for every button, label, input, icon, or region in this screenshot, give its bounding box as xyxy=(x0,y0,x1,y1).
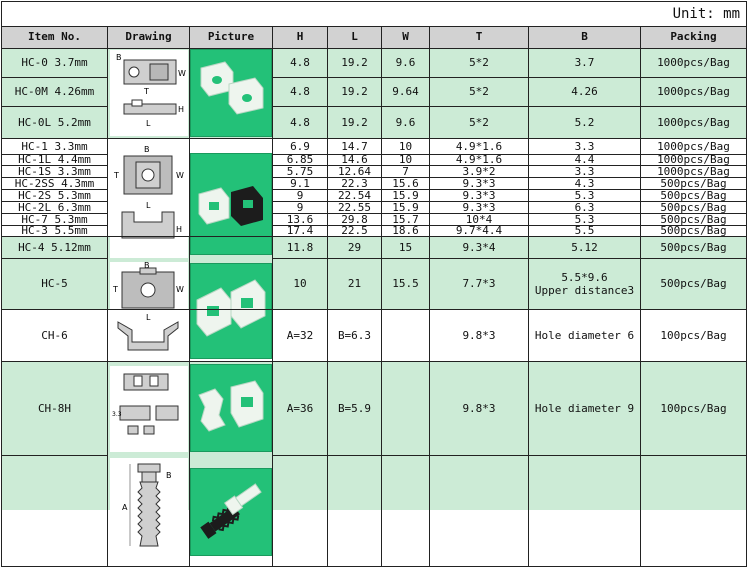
grid-line xyxy=(1,236,746,237)
cell-l: 12.64 xyxy=(337,166,372,177)
cell-t: 9.3*3 xyxy=(462,202,496,213)
cell-l: 14.7 xyxy=(341,139,368,153)
grid-line xyxy=(1,48,746,49)
cell-packing: 1000pcs/Bag xyxy=(657,155,730,165)
grid-line xyxy=(189,26,190,566)
cell-b: 3.3 xyxy=(574,166,595,177)
svg-text:T: T xyxy=(114,171,119,180)
grid-line xyxy=(272,106,746,107)
grid-line xyxy=(272,165,746,166)
svg-text:B: B xyxy=(166,471,172,480)
cell-h: 11.8 xyxy=(286,240,314,254)
svg-text:B: B xyxy=(144,145,150,154)
cell-w: 15.9 xyxy=(392,190,419,201)
drawing-ch xyxy=(110,458,188,558)
cell-h: A=32 xyxy=(286,328,314,342)
grid-line xyxy=(1,566,747,567)
cell-l: B=5.9 xyxy=(337,401,372,415)
cell-h: 4.8 xyxy=(290,85,310,99)
cell-item: HC-4 5.12mm xyxy=(18,240,91,254)
grid-line xyxy=(272,225,746,226)
cell-packing: 1000pcs/Bag xyxy=(657,139,730,153)
cell-h: 9 xyxy=(296,202,304,213)
cell-packing: 100pcs/Bag xyxy=(660,401,727,415)
grid-line xyxy=(1,106,107,107)
cell-packing: 1000pcs/Bag xyxy=(657,166,730,177)
svg-text:W: W xyxy=(176,285,184,294)
svg-text:B: B xyxy=(144,262,150,270)
grid-line xyxy=(272,258,746,259)
cell-b: 4.4 xyxy=(574,155,595,165)
cell-w xyxy=(382,362,429,455)
header-packing: Packing xyxy=(670,30,717,44)
grid-line xyxy=(1,26,746,27)
cell-h: 6.9 xyxy=(290,139,310,153)
cell-t: 5*2 xyxy=(469,115,489,129)
grid-line xyxy=(272,189,746,190)
cell-l: B=6.3 xyxy=(337,328,372,342)
cell-b: 5.3 xyxy=(574,214,595,225)
cell-l: 29.8 xyxy=(341,214,368,225)
grid-line xyxy=(1,177,107,178)
header-picture: Picture xyxy=(207,30,255,44)
cell-l: 29 xyxy=(347,240,362,254)
cell-item: HC-7 5.3mm xyxy=(21,214,88,225)
cell-l: 22.5 xyxy=(341,226,368,236)
cell-item: HC-0 3.7mm xyxy=(21,56,88,70)
grid-line xyxy=(1,455,107,456)
cell-w: 10 xyxy=(398,139,413,153)
cell-w: 9.6 xyxy=(395,115,416,129)
cell-l: 19.2 xyxy=(341,85,368,99)
cell-b: Hole diameter 9 xyxy=(534,401,635,415)
cell-l: 22.55 xyxy=(337,202,372,213)
cell-w xyxy=(382,310,429,361)
cell-b: 5.3 xyxy=(574,190,595,201)
cell-b-line1: 5.5*9.6 xyxy=(561,270,608,284)
cell-t: 9.3*3 xyxy=(462,178,496,189)
cell-l: 19.2 xyxy=(341,56,368,70)
cell-w: 15.6 xyxy=(392,178,419,189)
cell-t: 7.7*3 xyxy=(462,277,496,291)
picture-hc-3 xyxy=(190,263,272,359)
cell-h: 9 xyxy=(296,190,304,201)
cell-h: 17.4 xyxy=(286,226,314,236)
cell-b: 3.7 xyxy=(574,56,595,70)
cell-t: 9.8*3 xyxy=(462,401,496,415)
grid-line xyxy=(528,26,529,566)
cell-packing: 1000pcs/Bag xyxy=(657,85,730,99)
picture-hc-0 xyxy=(190,49,272,137)
cell-b: 4.26 xyxy=(571,85,598,99)
cell-packing: 500pcs/Bag xyxy=(660,277,727,291)
cell-w: 15.9 xyxy=(392,202,419,213)
drawing-label-a: A xyxy=(122,503,128,512)
cell-item: HC-1L 4.4mm xyxy=(18,155,91,165)
drawing-label-dim: 3.3 xyxy=(112,411,122,418)
cell-b: 5.5 xyxy=(574,226,595,236)
grid-line xyxy=(1,165,107,166)
cell-w: 9.64 xyxy=(392,85,419,99)
unit-label: Unit: mm xyxy=(672,5,740,22)
cell-l: 14.6 xyxy=(341,155,368,165)
grid-line xyxy=(107,26,108,566)
cell-w: 15 xyxy=(398,240,413,254)
cell-packing: 1000pcs/Bag xyxy=(657,56,730,70)
cell-t: 9.8*3 xyxy=(462,328,496,342)
cell-t: 10*4 xyxy=(465,214,493,225)
cell-h: 5.75 xyxy=(286,166,314,177)
drawing-hc-1 xyxy=(110,142,188,258)
cell-t: 4.9*1.6 xyxy=(455,155,503,165)
cell-h: 4.8 xyxy=(290,56,310,70)
cell-item: HC-2L 6.3mm xyxy=(18,202,91,213)
drawing-hc-0 xyxy=(110,50,188,136)
header-h: H xyxy=(296,30,304,44)
cell-w: 18.6 xyxy=(392,226,419,236)
grid-line xyxy=(1,258,107,259)
cell-t: 9.7*4.4 xyxy=(455,226,503,236)
cell-packing: 500pcs/Bag xyxy=(660,202,727,213)
cell-packing: 500pcs/Bag xyxy=(660,226,727,236)
cell-w: 10 xyxy=(398,155,413,165)
cell-w: 15.5 xyxy=(392,277,419,291)
cell-packing: 1000pcs/Bag xyxy=(657,115,730,129)
cell-item: HC-3 5.5mm xyxy=(21,226,88,236)
grid-line xyxy=(1,189,107,190)
cell-w: 9.6 xyxy=(395,56,416,70)
cell-packing: 500pcs/Bag xyxy=(660,240,727,254)
picture-hc-1 xyxy=(190,153,272,255)
grid-line xyxy=(1,154,107,155)
svg-text:H: H xyxy=(176,225,183,234)
drawing-hc-3 xyxy=(110,262,188,360)
cell-t: 5*2 xyxy=(469,85,489,99)
cell-h: 6.85 xyxy=(286,155,314,165)
svg-text:T: T xyxy=(113,285,118,294)
cell-item: HC-2S 5.3mm xyxy=(18,190,91,201)
grid-line xyxy=(272,77,746,78)
cell-item: HC-5 xyxy=(41,277,68,291)
cell-t: 3.9*2 xyxy=(462,166,496,177)
cell-b: 4.3 xyxy=(574,178,595,189)
drawing-label-w: W xyxy=(178,69,186,78)
cell-packing: 500pcs/Bag xyxy=(660,178,727,189)
header-l: L xyxy=(351,30,358,44)
cell-h: A=36 xyxy=(286,401,314,415)
drawing-hc-5 xyxy=(110,366,188,452)
cell-h: 9.1 xyxy=(290,178,310,189)
grid-line xyxy=(1,201,107,202)
grid-line xyxy=(272,177,746,178)
cell-b: Hole diameter 6 xyxy=(534,328,635,342)
grid-line xyxy=(1,309,746,310)
grid-line xyxy=(1,225,107,226)
cell-t: 9.3*3 xyxy=(462,190,496,201)
grid-line xyxy=(272,26,273,566)
grid-line xyxy=(640,26,641,566)
cell-b: 3.3 xyxy=(574,139,595,153)
grid-line xyxy=(1,77,107,78)
drawing-label-h: H xyxy=(178,105,185,114)
cell-item: HC-1 3.3mm xyxy=(21,139,88,153)
drawing-label-b: B xyxy=(116,53,122,62)
cell-item: HC-0M 4.26mm xyxy=(14,85,95,99)
cell-l: 21 xyxy=(347,277,362,291)
cell-b-line2: Upper distance3 xyxy=(534,284,635,297)
grid-line xyxy=(1,1,2,566)
picture-ch-6 xyxy=(190,468,272,556)
drawing-label-t: T xyxy=(144,87,149,96)
svg-text:L: L xyxy=(146,313,151,322)
header-item-no: Item No. xyxy=(28,30,81,44)
cell-packing: 100pcs/Bag xyxy=(660,328,727,342)
header-drawing: Drawing xyxy=(125,30,172,44)
grid-line xyxy=(1,213,107,214)
cell-l: 22.3 xyxy=(341,178,368,189)
cell-t: 4.9*1.6 xyxy=(455,139,503,153)
grid-line xyxy=(272,201,746,202)
cell-b: 6.3 xyxy=(574,202,595,213)
header-b: B xyxy=(581,30,588,44)
grid-line xyxy=(746,1,747,566)
cell-t: 5*2 xyxy=(469,56,489,70)
svg-text:L: L xyxy=(146,201,151,210)
cell-b xyxy=(529,259,640,309)
cell-w: 15.7 xyxy=(392,214,419,225)
header-t: T xyxy=(475,30,483,44)
cell-item: HC-0L 5.2mm xyxy=(18,115,91,129)
cell-item: HC-1S 3.3mm xyxy=(18,166,91,177)
cell-l: 19.2 xyxy=(341,115,368,129)
cell-h: 4.8 xyxy=(290,115,310,129)
cell-packing: 500pcs/Bag xyxy=(660,190,727,201)
cell-t: 9.3*4 xyxy=(462,240,496,254)
cell-h: 10 xyxy=(293,277,307,291)
cell-b: 5.12 xyxy=(571,240,598,254)
cell-l: 22.54 xyxy=(337,190,372,201)
grid-line xyxy=(381,26,382,566)
grid-line xyxy=(272,455,746,456)
cell-item: CH-8H xyxy=(37,401,72,415)
cell-b: 5.2 xyxy=(574,115,595,129)
grid-line xyxy=(272,154,746,155)
header-w: W xyxy=(402,30,409,44)
grid-line xyxy=(272,213,746,214)
grid-line xyxy=(1,1,746,2)
cell-item: HC-2SS 4.3mm xyxy=(14,178,95,189)
svg-text:W: W xyxy=(176,171,184,180)
grid-line xyxy=(327,26,328,566)
cell-h: 13.6 xyxy=(286,214,314,225)
grid-line xyxy=(1,138,746,139)
cell-item: CH-6 xyxy=(41,328,68,342)
drawing-label-l: L xyxy=(146,119,151,128)
picture-hc-5 xyxy=(190,364,272,452)
cell-w: 7 xyxy=(402,166,409,177)
cell-packing: 500pcs/Bag xyxy=(660,214,727,225)
grid-line xyxy=(1,361,746,362)
grid-line xyxy=(429,26,430,566)
